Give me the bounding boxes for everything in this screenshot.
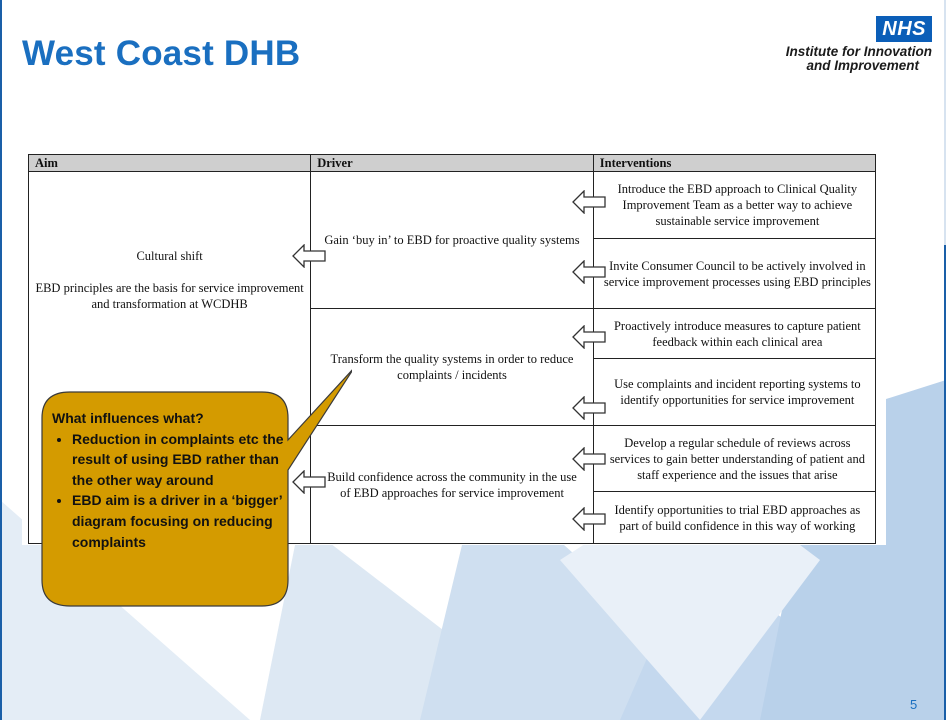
aim-title: Cultural shift — [136, 248, 203, 263]
driver-cell: Gain ‘buy in’ to EBD for proactive quality systems — [311, 172, 594, 309]
table-row — [29, 172, 876, 239]
arrow-left-icon — [572, 447, 606, 471]
callout-bullet-list — [52, 429, 284, 553]
arrow-left-icon — [572, 325, 606, 349]
intervention-cell: Identify opportunities to trial EBD approaches as part of build confidence in this way of working — [593, 492, 875, 544]
aim-text: EBD principles are the basis for service improvement and transformation at WCDHB — [35, 280, 304, 311]
callout-bullet: • EBD aim is a driver in a ‘bigger’ diagram focusing on reducing complaints — [72, 490, 284, 552]
intervention-cell: Proactively introduce measures to capture patient feedback within each clinical area — [593, 309, 875, 359]
arrow-left-icon — [572, 396, 606, 420]
callout-text — [52, 408, 284, 552]
nhs-logo — [762, 16, 932, 76]
callout-heading: What influences what? — [52, 410, 204, 426]
nhs-badge: NHS — [876, 16, 932, 42]
arrow-left-icon — [572, 190, 606, 214]
driver-cell: Transform the quality systems in order to reduce complaints / incidents — [311, 309, 594, 426]
header-aim: Aim — [29, 155, 311, 172]
header-interventions: Interventions — [593, 155, 875, 172]
intervention-cell: Use complaints and incident reporting systems to identify opportunities for service improvement — [593, 359, 875, 426]
slide-title: West Coast DHB — [22, 34, 301, 73]
table-header-row — [29, 155, 876, 172]
intervention-cell: Develop a regular schedule of reviews across services to gain better understanding of patient and staff experience and the issues that arise — [593, 426, 875, 492]
header-driver: Driver — [311, 155, 594, 172]
slide-frame-left — [0, 0, 2, 720]
arrow-left-icon — [572, 260, 606, 284]
intervention-cell: Invite Consumer Council to be actively involved in service improvement processes using EBD principles — [593, 239, 875, 309]
callout-bullet: • Reduction in complaints etc the result of using EBD rather than the other way around — [72, 429, 284, 491]
arrow-left-icon — [292, 244, 326, 268]
arrow-left-icon — [572, 507, 606, 531]
intervention-cell: Introduce the EBD approach to Clinical Quality Improvement Team as a better way to achieve sustainable service improvement — [593, 172, 875, 239]
page-number: 5 — [910, 697, 918, 712]
logo-line-2: and Improvement — [806, 58, 919, 73]
logo-line-1: Institute for Innovation — [785, 44, 932, 59]
driver-cell: Build confidence across the community in the use of EBD approaches for service improvement — [311, 426, 594, 544]
